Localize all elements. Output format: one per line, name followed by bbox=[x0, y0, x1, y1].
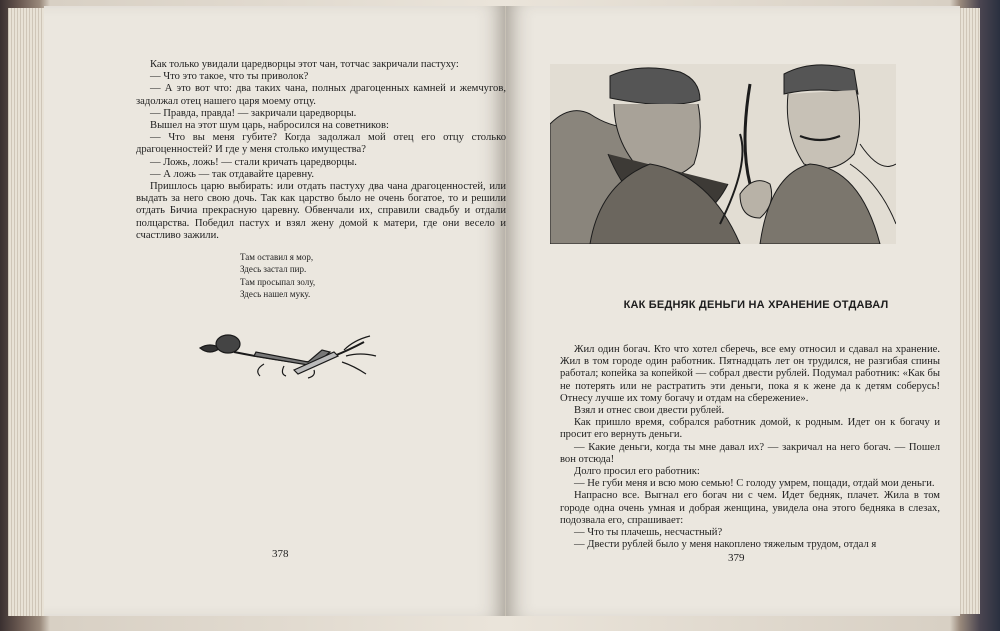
page-number-left: 378 bbox=[272, 548, 289, 560]
poem bbox=[240, 251, 315, 300]
paragraph: — Какие деньги, когда ты мне давал их? — закричал на него богач. — Пошел вон отсюда! bbox=[560, 441, 940, 465]
left-page bbox=[44, 6, 506, 616]
poem-line: Здесь застал пир. bbox=[240, 264, 307, 275]
paragraph: — Ложь, ложь! — стали кричать царедворцы. bbox=[150, 156, 357, 168]
paragraph: Как пришло время, собрался работник домой, к родным. Идет он к богачу и просит его вернуть деньги. bbox=[560, 417, 940, 441]
paragraph: Взял и отнес свои двести рублей. bbox=[574, 405, 725, 417]
poem-line: Здесь нашел муку. bbox=[240, 288, 311, 299]
poem-line: Там просыпал золу, bbox=[240, 276, 316, 287]
right-page bbox=[506, 6, 960, 616]
story-title: КАК БЕДНЯК ДЕНЬГИ НА ХРАНЕНИЕ ОТДАВАЛ bbox=[623, 299, 889, 311]
paragraph: Жил один богач. Кто что хотел сберечь, все ему относил и сдавал на хранение. Жил в том городе один работник. Пятнадцать лет он трудился, не разгибая спины работал; копейка за копейкой — собрал двести рублей. Подумал работник: «Как бы не потерять или не растратить эти деньги, пока я к жене да к детям соберусь! Отнесу лучше их тому богачу и отдам на сбережение». bbox=[560, 344, 940, 404]
engraving-illustration bbox=[550, 64, 896, 244]
paragraph: Долго просил его работник: bbox=[574, 466, 700, 478]
paragraph: — А это вот что: два таких чана, полных драгоценных камней и жемчугов, задолжал отец нашего царя моему отцу. bbox=[136, 83, 506, 107]
paragraph: Пришлось царю выбирать: или отдать пастуху два чана драгоценностей, или выдать за него свою дочь. Так как царство было не очень богатое, то и решили отдать Бичиа прекрасную царевну. Обвенчали их, справили свадьбу и отдали полцарства. Победил пастух и взял жену домой к матери, где они весело и счастливо зажили. bbox=[136, 181, 506, 241]
paragraph: — Двести рублей было у меня накоплено тяжелым трудом, отдал я bbox=[574, 539, 877, 551]
paragraph: Вышел на этот шум царь, набросился на советников: bbox=[150, 120, 389, 132]
paragraph: — Что вы меня губите? Когда задолжал мой отец его отцу столько драгоценностей? И где у меня столько имущества? bbox=[136, 132, 506, 156]
left-page-text bbox=[136, 59, 506, 242]
paragraph: — Правда, правда! — закричали царедворцы. bbox=[150, 107, 357, 119]
paragraph: — А ложь — так отдавайте царевну. bbox=[150, 168, 315, 180]
poem-line: Там оставил я мор, bbox=[240, 252, 314, 262]
right-page-text bbox=[560, 344, 940, 551]
paragraph: Напрасно все. Выгнал его богач ни с чем. Идет бедняк, плачет. Жила в том городе одна очень умная и добрая женщина, увидела она этого бедняка в слезах, подозвала его, спрашивает: bbox=[560, 490, 940, 526]
paragraph: — Что это такое, что ты приволок? bbox=[150, 71, 309, 83]
page-edges-left bbox=[8, 8, 46, 616]
page-number-right: 379 bbox=[728, 552, 745, 564]
paragraph: — Что ты плачешь, несчастный? bbox=[574, 527, 723, 539]
pipe-ornament-illustration bbox=[194, 326, 384, 382]
paragraph: Как только увидали царедворцы этот чан, тотчас закричали пастуху: bbox=[150, 59, 459, 70]
paragraph: — Не губи меня и всю мою семью! С голоду умрем, пощади, отдай мои деньги. bbox=[574, 478, 935, 490]
page-edges-right bbox=[958, 8, 980, 614]
